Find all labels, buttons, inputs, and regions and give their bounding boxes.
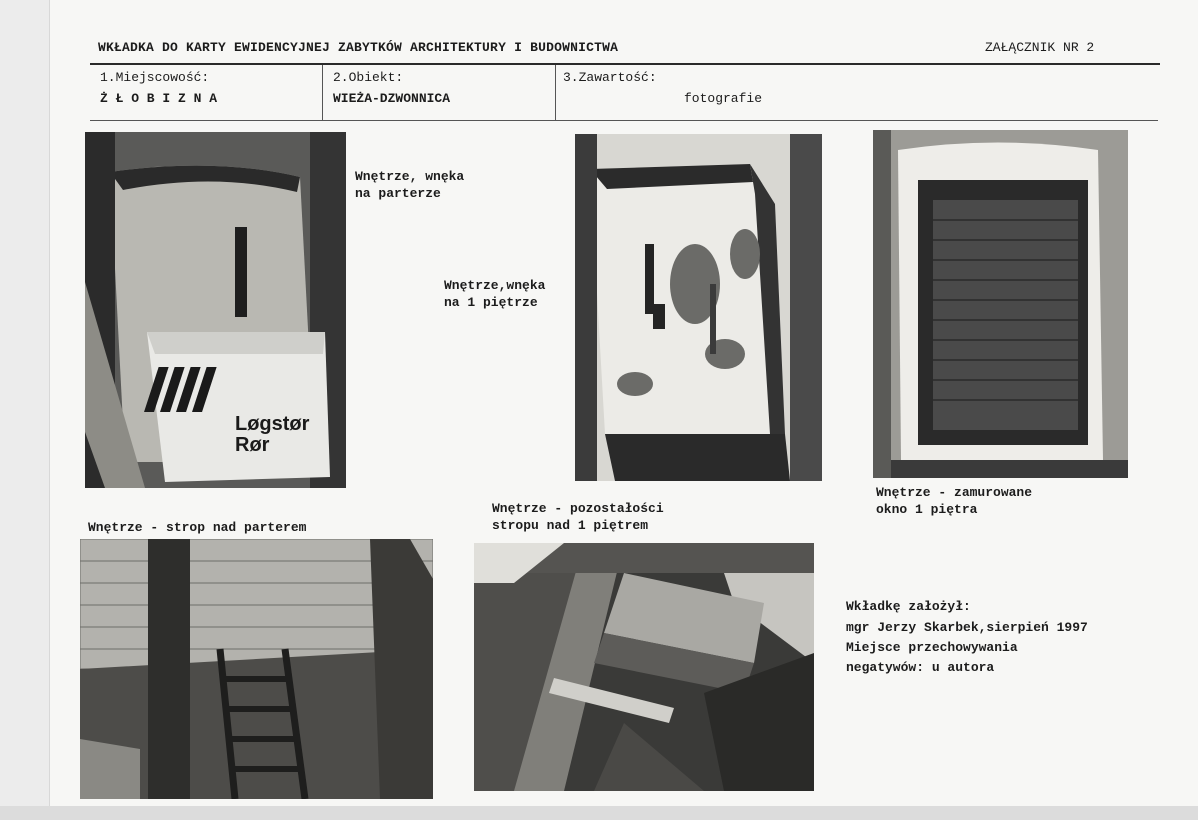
photo-niche-first-floor — [575, 134, 822, 481]
caption-photo-2: Wnętrze,wnęka na 1 piętrze — [444, 278, 546, 310]
bag-text-line1: Løgstør — [235, 413, 310, 435]
document-title: WKŁADKA DO KARTY EWIDENCYJNEJ ZABYTKÓW ARCHITEKTURY I BUDOWNICTWA — [98, 40, 619, 55]
bag-text-line2: Rør — [235, 434, 270, 456]
header-divider-1 — [322, 65, 323, 120]
photo-niche-ground-floor — [85, 132, 346, 488]
content-value: fotografie — [684, 91, 763, 106]
note-line-1: Wkładkę założył: — [846, 599, 971, 614]
photo-ceiling-remains-first-floor — [474, 543, 814, 791]
photo-ceiling-ground-floor — [80, 539, 433, 799]
scan-bottom-edge — [0, 806, 1198, 820]
note-line-2: mgr Jerzy Skarbek,sierpień 1997 — [846, 620, 1088, 635]
note-line-4: negatywów: u autora — [846, 660, 995, 675]
header-divider-2 — [555, 65, 556, 120]
scan-margin — [0, 0, 50, 820]
content-label: 3.Zawartość: — [563, 70, 657, 85]
photo-bricked-window — [873, 130, 1128, 478]
location-value: Ż Ł O B I Z N A — [100, 91, 218, 106]
object-label: 2.Obiekt: — [333, 70, 404, 85]
caption-photo-1: Wnętrze, wnęka na parterze — [355, 169, 465, 201]
header-rule-top — [90, 63, 1160, 65]
caption-photo-4: Wnętrze - strop nad parterem — [88, 520, 307, 535]
header-rule-bottom — [90, 120, 1158, 121]
caption-photo-3: Wnętrze - zamurowane okno 1 piętra — [876, 485, 1033, 517]
object-value: WIEŻA-DZWONNICA — [333, 91, 451, 106]
location-label: 1.Miejscowość: — [100, 70, 210, 85]
note-line-3: Miejsce przechowywania — [846, 640, 1018, 655]
attachment-number: ZAŁĄCZNIK NR 2 — [985, 40, 1095, 55]
caption-photo-5: Wnętrze - pozostałości stropu nad 1 piętrem — [492, 501, 664, 533]
